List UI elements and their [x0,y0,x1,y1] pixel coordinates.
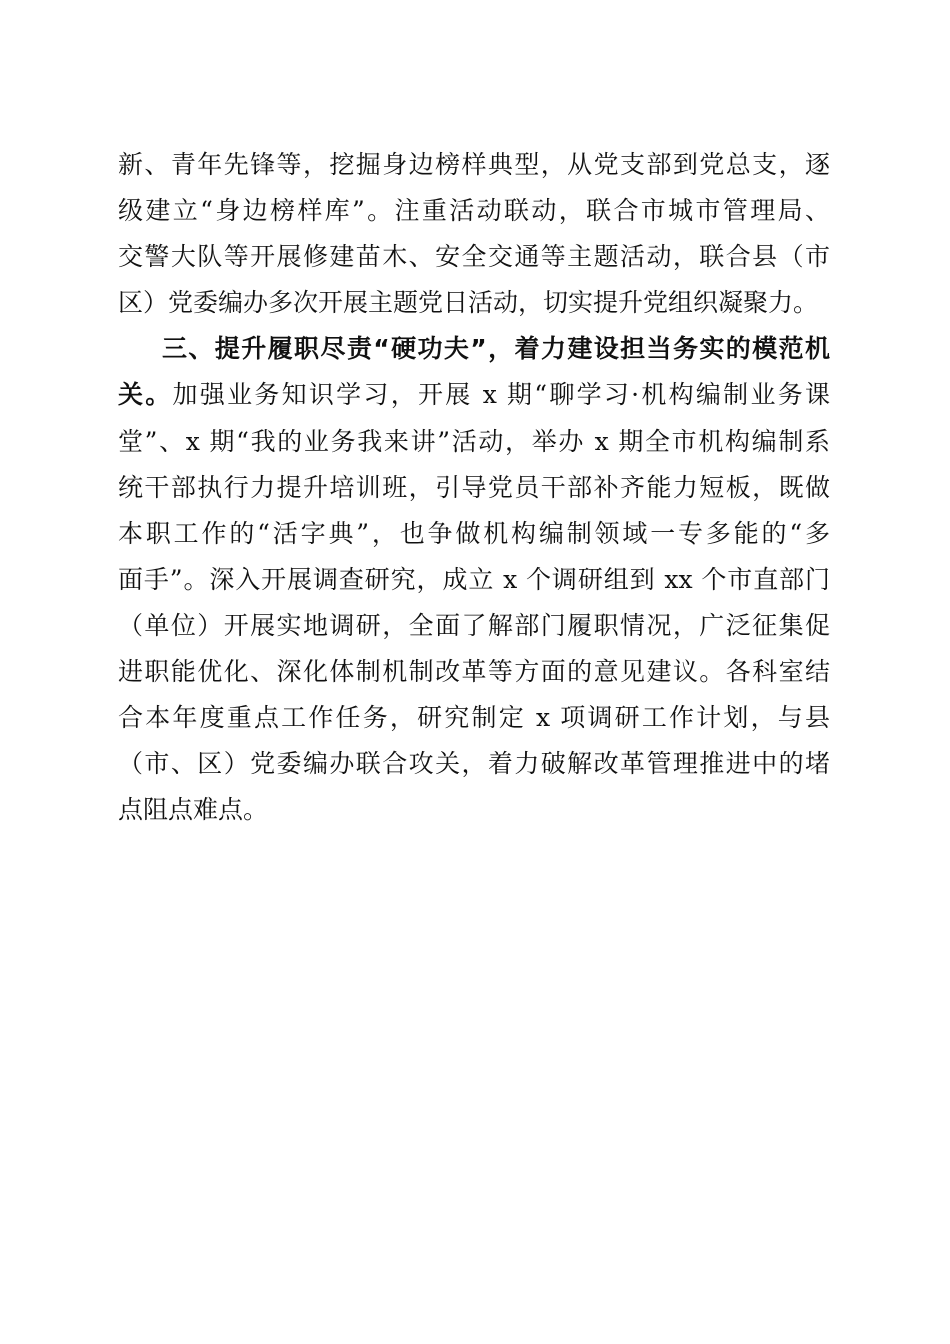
paragraph-line: （市、区）党委编办联合攻关，着力破解改革管理推进中的堵 [118,749,830,779]
section-heading: 三、提升履职尽责“硬功夫”，着力建设担当务实的模范机 [162,334,830,364]
section-heading-continuation [118,372,830,418]
paragraph-line: 点阻点难点。 [118,795,269,825]
paragraph-line: 堂”、x 期“我的业务我来讲”活动，举办 x 期全市机构编制系 [118,426,830,456]
section-heading-end: 关。 [118,380,173,410]
paragraph-line: 合本年度重点工作任务，研究制定 x 项调研工作计划，与县 [118,703,830,733]
paragraph-line: 新、青年先锋等，挖掘身边榜样典型，从党支部到党总支，逐 [118,150,830,179]
paragraph-line: 区）党委编办多次开展主题党日活动，切实提升党组织凝聚力。 [118,288,819,318]
paragraph-line: 级建立“身边榜样库”。注重活动联动，联合市城市管理局、 [118,196,830,226]
paragraph-line: 本职工作的“活字典”，也争做机构编制领域一专多能的“多 [118,518,830,548]
paragraph-text: 加强业务知识学习，开展 x 期“聊学习·机构编制业务课 [172,380,830,410]
paragraph-line: （单位）开展实地调研，全面了解部门履职情况，广泛征集促 [118,610,830,640]
paragraph-line: 进职能优化、深化体制机制改革等方面的意见建议。各科室结 [118,657,830,687]
document-body [118,142,830,833]
paragraph-line: 面手”。深入开展调查研究，成立 x 个调研组到 xx 个市直部门 [118,564,830,594]
paragraph-line: 交警大队等开展修建苗木、安全交通等主题活动，联合县（市 [118,242,830,272]
paragraph-line: 统干部执行力提升培训班，引导党员干部补齐能力短板，既做 [118,472,830,502]
